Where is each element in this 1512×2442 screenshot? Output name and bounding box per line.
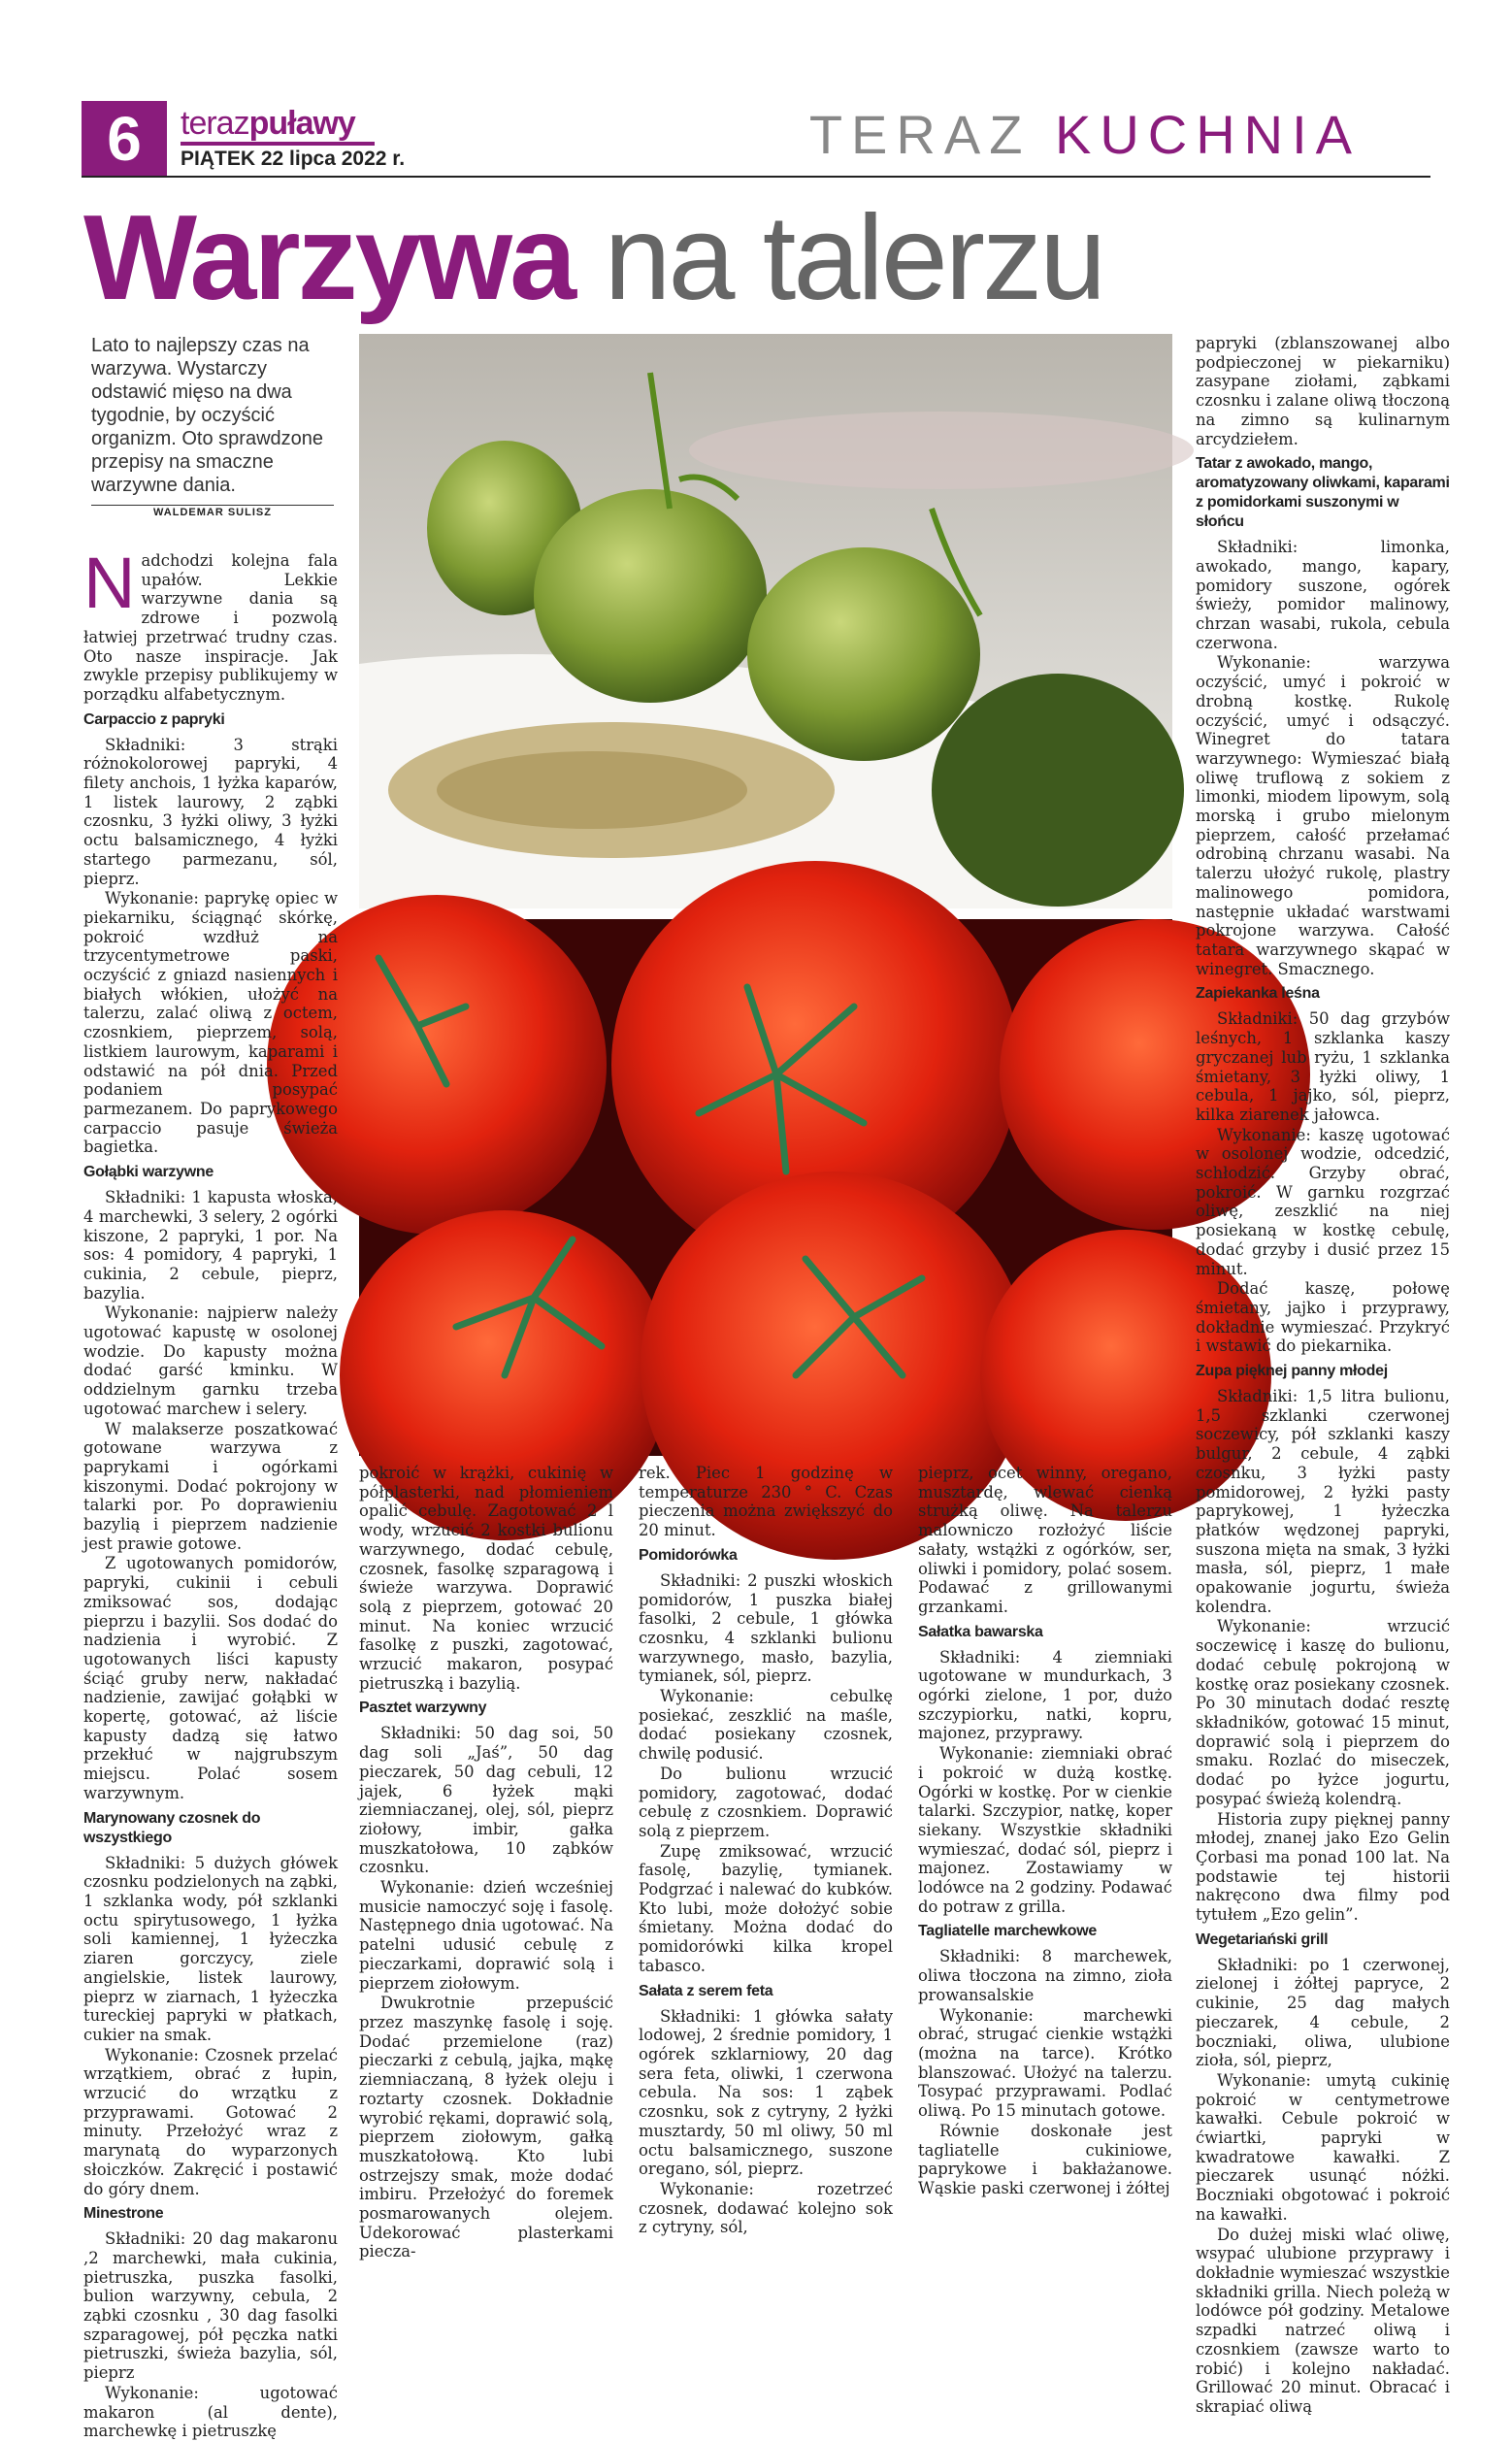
recipe-heading: Sałata z serem feta	[639, 1982, 773, 1999]
paragraph: pieprz, ocet winny, oregano, musztardę, wlewać cienką strużką oliwę. Na talerzu malowniczo rozłożyć liście sałaty, wstążki z ogórków, ser, oliwki i pomidory, polać sosem. Podawać z grillowanymi grzankami.	[918, 1464, 1172, 1616]
paragraph: Wykonanie: ugotować makaron (al dente), marchewkę i pietruszkę	[83, 2383, 338, 2441]
author-byline: WALDEMAR SULISZ	[153, 507, 272, 518]
recipe-heading: Wegetariański grill	[1196, 1930, 1329, 1948]
paragraph: pokroić w krążki, cukinię w półplasterki, nad płomieniem opalić cebulę. Zagotować 2 l wody, wrzucić 2 kostki bulionu warzywnego, dodać cebulę, czosnek, fasolkę szparagową i świeże warzywa. Doprawić solą z pieprzem, gotować 20 minut. Na koniec wrzucić fasolkę z puszki, zagotować, wrzucić makaron, posypać pietruszką i bazylią.	[359, 1464, 613, 1693]
author-divider	[91, 505, 334, 506]
publication-logo	[181, 105, 355, 142]
cabbage-photo-illustration	[359, 334, 1172, 908]
paragraph: rek. Piec 1 godzinę w temperaturze 230 ° C. Czas pieczenia można zwiększyć do 20 minut.	[639, 1464, 893, 1540]
page-number: 6	[82, 101, 167, 177]
paragraph: Składniki: 20 dag makaronu ,2 marchewki, mała cukinia, pietruszka, puszka fasolki, bulion warzywny, cebula, 2 ząbki czosnku , 30 dag fasolki szparagowej, pół pęczka natki pietruszki, świeża bazylia, sól, pieprz	[83, 2229, 338, 2383]
paragraph: Składniki: po 1 czerwonej, zielonej i żółtej papryce, 2 cukinie, 25 dag małych pieczarek, 4 cebule, 2 boczniaki, oliwa, ulubione zioła, sól, pieprz,	[1196, 1955, 1450, 2070]
recipe-heading: Zupa pięknej panny młodej	[1196, 1363, 1388, 1380]
paragraph: Składniki: 2 puszki włoskich pomidorów, 1 puszka białej fasolki, 2 cebule, 1 główka czosnku, 4 szklanki bulionu warzywnego, masło, bazylia, tymianek, sól, pieprz.	[639, 1570, 893, 1686]
recipe-heading: Tagliatelle marchewkowe	[918, 1923, 1097, 1940]
recipe-heading: Sałatka bawarska	[918, 1623, 1043, 1640]
brand-part1: teraz	[181, 105, 249, 142]
tomato-photo-illustration	[359, 919, 1172, 1456]
paragraph: Składniki: 8 marchewek, oliwa tłoczona na zimno, zioła prowansalskie	[918, 1947, 1172, 2004]
intro-paragraph	[83, 543, 338, 705]
paragraph: Składniki: 1 główka sałaty lodowej, 2 średnie pomidory, 1 ogórek szklarniowy, 20 dag sera feta, oliwki, 1 czerwona cebula. Na sos: 1 ząbek czosnku, sok z cytryny, 2 łyżki musztardy, 50 ml oliwy, 50 ml octu balsamicznego, suszone oregano, sól, pieprz.	[639, 2006, 893, 2179]
paragraph: Wykonanie: Czosnek przelać wrzątkiem, obrać z łupin, wrzucić do wrzątku z przyprawami. Gotować 2 minuty. Przełożyć wraz z marynatą do wyparzonych słoiczków. Zakręcić i postawić do góry dnem.	[83, 2045, 338, 2198]
paragraph: Składniki: limonka, awokado, mango, kapary, pomidory suszone, ogórek świeży, pomidor malinowy, chrzan wasabi, rukola, cebula czerwona.	[1196, 538, 1450, 652]
article-column-4	[918, 1464, 1172, 2199]
paragraph: Do bulionu wrzucić pomidory, zagotować, dodać cebulę z czosnkiem. Doprawić solą z pieprzem.	[639, 1764, 893, 1840]
paragraph: Wykonanie: rozetrzeć czosnek, dodawać kolejno sok z cytryny, sól,	[639, 2179, 893, 2237]
recipe-heading: Zapiekanka leśna	[1196, 985, 1320, 1003]
recipe-heading: Gołąbki warzywne	[83, 1164, 214, 1181]
paragraph: Wykonanie: wrzucić soczewicę i kaszę do bulionu, dodać cebulę pokrojoną w kostkę oraz posiekany czosnek. Po 30 minutach dodać resztę składników, gotować 15 minut, doprawić solą i pieprzem do smaku. Rozlać do miseczek, dodać po łyżce jogurtu, posypać świeżą kolendrą.	[1196, 1617, 1450, 1808]
paragraph: W malakserze poszatkować gotowane warzywa z paprykami i ogórkami kiszonymi. Dodać pokrojony w talarki por. Po doprawieniu bazylią i pieprzem nadzienie jest prawie gotowe.	[83, 1419, 338, 1553]
recipe-heading: Pasztet warzywny	[359, 1700, 487, 1717]
recipe-heading: Marynowany czosnek do wszystkiego	[83, 1809, 261, 1846]
section-title-part1: TERAZ	[808, 104, 1032, 165]
lead-paragraph: Lato to najlepszy czas na warzywa. Wystarczy odstawić mięso na dwa tygodnie, by oczyścić organizm. Oto sprawdzone przepisy na smaczne warzywne dania.	[91, 335, 324, 496]
paragraph: Składniki: 1 kapusta włoska, 4 marchewki, 3 selery, 2 ogórki kiszone, 2 papryki, 1 por. Na sos: 4 pomidory, 4 papryki, 1 cukinia, 2 cebule, pieprz, bazylia.	[83, 1188, 338, 1303]
article-column-2	[359, 1464, 613, 2262]
drop-cap: N	[83, 543, 136, 623]
headline	[83, 190, 1103, 326]
paragraph: Wykonanie: cebulkę posiekać, zeszklić na maśle, dodać posiekany czosnek, chwilę podusić.	[639, 1687, 893, 1764]
paragraph: Równie doskonałe jest tagliatelle cukiniowe, paprykowe i bakłażanowe. Wąskie paski czerwonej i żółtej	[918, 2121, 1172, 2197]
red-tomatoes-photo	[359, 919, 1172, 1456]
paragraph: Wykonanie: warzywa oczyścić, umyć i pokroić w drobną kostkę. Rukolę oczyścić, umyć i odsączyć. Winegret do tatara warzywnego: Wymieszać białą oliwę truflową z sokiem z limonki, miodem lipowym, solą morską i grubo mielonym pieprzem, całość przełamać odrobiną chrzanu wasabi. Na talerzu ułożyć rukolę, plastry malinowego pomidora, następnie układać warstwami pokrojone warzywa. Całość tatara warzywnego skąpać w winegret. Smacznego.	[1196, 653, 1450, 978]
paragraph: Składniki: 1,5 litra bulionu, 1,5 szklanki czerwonej soczewicy, pół szklanki kaszy bulgur, 2 cebule, 4 ząbki czosnku, 3 łyżki pasty pomidorowej, 2 łyżki pasty paprykowej, 1 łyżeczka płatków wędzonej papryki, suszona mięta na smak, 3 łyżki masła, sól, pieprz, 1 małe opakowanie jogurtu, świeża kolendra.	[1196, 1387, 1450, 1616]
paragraph: Składniki: 50 dag soi, 50 dag soli „Jaś”, 50 dag pieczarek, 50 dag cebuli, 12 jajek, 6 łyżek mąki ziemniaczanej, olej, sól, pieprz ziołowy, imbir, gałka muszkatołowa, 10 ząbków czosnku.	[359, 1724, 613, 1877]
section-title-part2: KUCHNIA	[1054, 104, 1361, 165]
paragraph: Dodać kaszę, połowę śmietany, jajko i przyprawy, dokładnie wymieszać. Przykryć i wstawić do piekarnika.	[1196, 1279, 1450, 1356]
intro-text: adchodzi kolejna fala upałów. Lekkie warzywne dania są zdrowe i pozwolą łatwiej przetrwać trudny czas. Oto nasze inspiracje. Jak zwykle przepisy publikujemy w porządku alfabetycznym.	[83, 551, 338, 704]
paragraph: Z ugotowanych pomidorów, papryki, cukinii i cebuli zmiksować sos, dodając pieprzu i bazylii. Sos dodać do nadzienia i wyrobić. Z ugotowanych liści kapusty ściąć gruby nerw, nakładać nadzienie, zawijać gołąbki w kopertę, gotować, aż liście kapusty dadzą się łatwo przekłuć w najgrubszym miejscu. Polać sosem warzywnym.	[83, 1554, 338, 1802]
paragraph: Składniki: 5 dużych główek czosnku podzielonych na ząbki, 1 szklanka wody, pół szklanki octu spirytusowego, 1 łyżka soli kamiennej, 1 łyżeczka ziaren gorczycy, ziele angielskie, listek laurowy, pieprz w ziarnach, 1 łyżeczka tureckiej papryki w płatkach, cukier na smak.	[83, 1853, 338, 2044]
paragraph: Do dużej miski wlać oliwę, wsypać ulubione przyprawy i dokładnie wymieszać wszystkie składniki grilla. Niech poleżą w lodówce pół godziny. Metalowe szpadki natrzeć oliwą i czosnkiem (zawsze warto to robić) i kolejno nakładać. Grillować 20 minut. Obracać i skrapiać oliwą	[1196, 2225, 1450, 2416]
recipe-heading: Carpaccio z papryki	[83, 710, 225, 728]
paragraph: Historia zupy pięknej panny młodej, znanej jako Ezo Gelin Çorbasi ma ponad 100 lat. Na podstawie tej historii nakręcono dwa filmy pod tytułem „Ezo gelin”.	[1196, 1809, 1450, 1925]
paragraph: Wykonanie: ziemniaki obrać i pokroić w dużą kostkę. Ogórki w kostkę. Por w cienkie talarki. Szczypior, natkę, koper siekany. Wszystkie składniki wymieszać, dodać sól, pieprz i majonez. Zostawiamy w lodówce na 2 godziny. Podawać do potraw z grilla.	[918, 1744, 1172, 1916]
paragraph: Zupę zmiksować, wrzucić fasolę, bazylię, tymianek. Podgrzać i nalewać do kubków. Kto lubi, może dołożyć sobie śmietany. Można dodać do pomidorówki kilka kropel tabasco.	[639, 1841, 893, 1975]
issue-date: PIĄTEK 22 lipca 2022 r.	[181, 148, 406, 170]
stuffed-cabbage-bundles-photo	[359, 334, 1172, 908]
headline-light: na talerzu	[604, 191, 1104, 325]
paragraph: Dwukrotnie przepuścić przez maszynkę fasolę i soję. Dodać przemielone (raz) pieczarki z cebulą, jajka, mąkę ziemniaczaną, 8 łyżek oleju i roztarty czosnek. Dokładnie wyrobić rękami, doprawić solą, pieprzem ziołowym, gałką muszkatołową. Kto lubi ostrzejszy smak, może dodać imbiru. Przełożyć do foremek posmarowanych olejem. Udekorować plasterkami piecza-	[359, 1994, 613, 2261]
brand-part2: puławy	[248, 105, 355, 142]
paragraph: Wykonanie: paprykę opiec w piekarniku, ściągnąć skórkę, pokroić wzdłuż na trzycentymetrowe paski, oczyścić z gniazd nasiennych i białych włókien, ułożyć na talerzu, zalać oliwą z octem, czosnkiem, pieprzem, solą, listkiem laurowym, kaparami i odstawić na pół dnia. Przed podaniem posypać parmezanem. Do paprykowego carpaccio pasuje świeża bagietka.	[83, 889, 338, 1157]
paragraph: Składniki: 50 dag grzybów leśnych, 1 szklanka kaszy gryczanej lub ryżu, 1 szklanka śmietany, 3 łyżki oliwy, 1 cebula, 1 jajko, sól, pieprz, kilka ziarenek jałowca.	[1196, 1009, 1450, 1124]
article-column-5	[1196, 334, 1450, 2418]
paragraph: Wykonanie: najpierw należy ugotować kapustę w osolonej wodzie. Do kapusty można dodać garść kminku. W oddzielnym garnku trzeba ugotować marchew i selery.	[83, 1304, 338, 1418]
paragraph: Składniki: 3 strąki różnokolorowej papryki, 4 filety anchois, 1 łyżka kaparów, 1 listek laurowy, 2 ząbki czosnku, 3 łyżki oliwy, 3 łyżki octu balsamicznego, 4 łyżki startego parmezanu, sól, pieprz.	[83, 735, 338, 888]
recipe-heading: Tatar z awokado, mango, aromatyzowany oliwkami, kaparami z pomidorkami suszonymi w słońcu	[1196, 455, 1450, 531]
article-column-3	[639, 1464, 893, 2238]
section-title	[809, 105, 1361, 165]
paragraph: Wykonanie: marchewki obrać, strugać cienkie wstążki (można na tarce). Krótko blanszować. Ułożyć na talerzu. Tosypać przyprawami. Podlać oliwą. Po 15 minutach gotowe.	[918, 2005, 1172, 2121]
paragraph: Wykonanie: dzień wcześniej musicie namoczyć soję i fasolę. Następnego dnia ugotować. Na patelni udusić cebulę z pieczarkami, doprawić solą i pieprzem ziołowym.	[359, 1878, 613, 1993]
paragraph: papryki (zblanszowanej albo podpieczonej w piekarniku) zasypane ziołami, ząbkami czosnku i zalane oliwą tłoczoną na zimno są kulinarnym arcydziełem.	[1196, 334, 1450, 448]
article-column-1	[83, 543, 338, 2442]
headline-bold: Warzywa	[83, 191, 575, 325]
paragraph: Wykonanie: umytą cukinię pokroić w centymetrowe kawałki. Cebule pokroić w ćwiartki, papryki w kwadratowe kawałki. Z pieczarek usunąć nóżki. Boczniaki obgotować i pokroić na kawałki.	[1196, 2070, 1450, 2224]
brand-underline	[181, 142, 375, 146]
recipe-heading: Pomidorówka	[639, 1546, 738, 1564]
paragraph: Składniki: 4 ziemniaki ugotowane w mundurkach, 3 ogórki zielone, 1 por, dużo szczypiorku, natki, kopru, majonez, przyprawy.	[918, 1647, 1172, 1743]
recipe-heading: Minestrone	[83, 2205, 164, 2223]
paragraph: Wykonanie: kaszę ugotować w osolonej wodzie, odcedzić, schłodzić. Grzyby obrać, pokroić. W garnku rozgrzać oliwę, zeszklić na niej posiekaną w kostkę cebulę, dodać grzyby i dusić przez 15 minut.	[1196, 1125, 1450, 1278]
header-divider	[82, 176, 1430, 178]
